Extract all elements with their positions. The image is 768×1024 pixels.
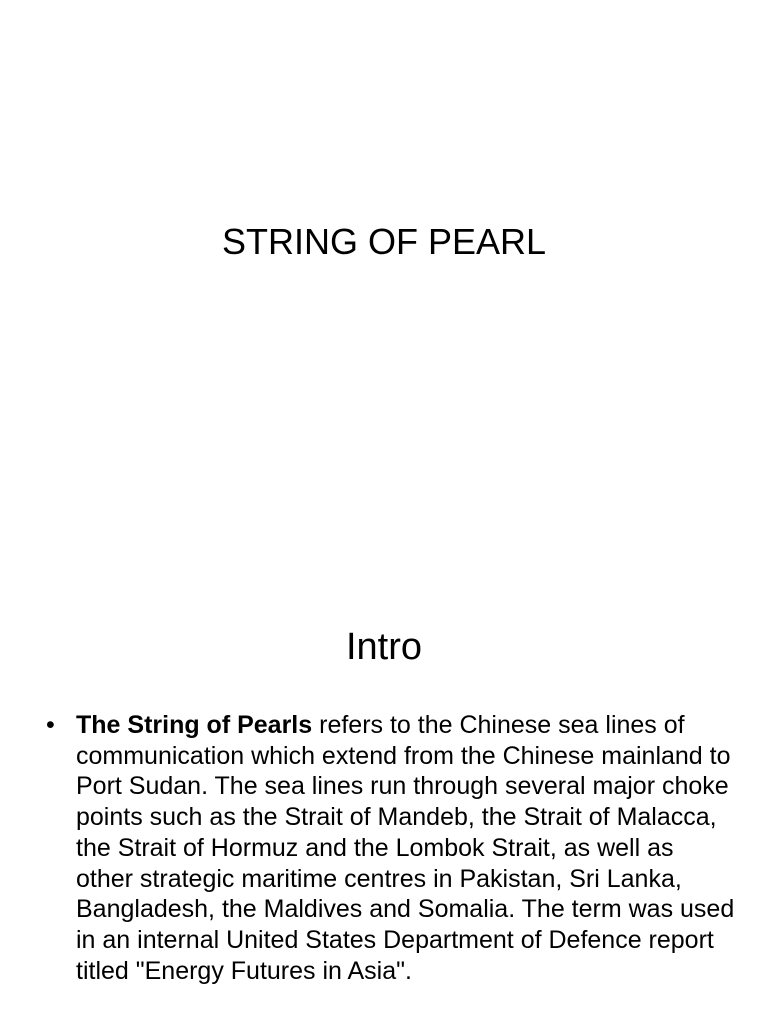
slide-title: Intro [345, 626, 423, 668]
slide-2 [0, 576, 768, 1024]
bullet-list [46, 710, 736, 986]
bullet-text: refers to the Chinese sea lines of communication which extend from the Chinese mainland to Port Sudan. The sea lines run through several major choke points such as the Strait of Mandeb, the Strait of Malacca, the Strait of Hormuz and the Lombok Strait, as well as other strategic maritime centres in Pakistan, Sri Lanka, Bangladesh, the Maldives and Somalia. The term was used in an internal United States Department of Defence report titled "Energy Futures in Asia". [76, 711, 735, 985]
bullet-bold-lead: The String of Pearls [76, 711, 313, 739]
bullet-item [46, 710, 736, 986]
bullet-marker: • [46, 711, 55, 739]
slide-title: STRING OF PEARL [221, 221, 547, 262]
